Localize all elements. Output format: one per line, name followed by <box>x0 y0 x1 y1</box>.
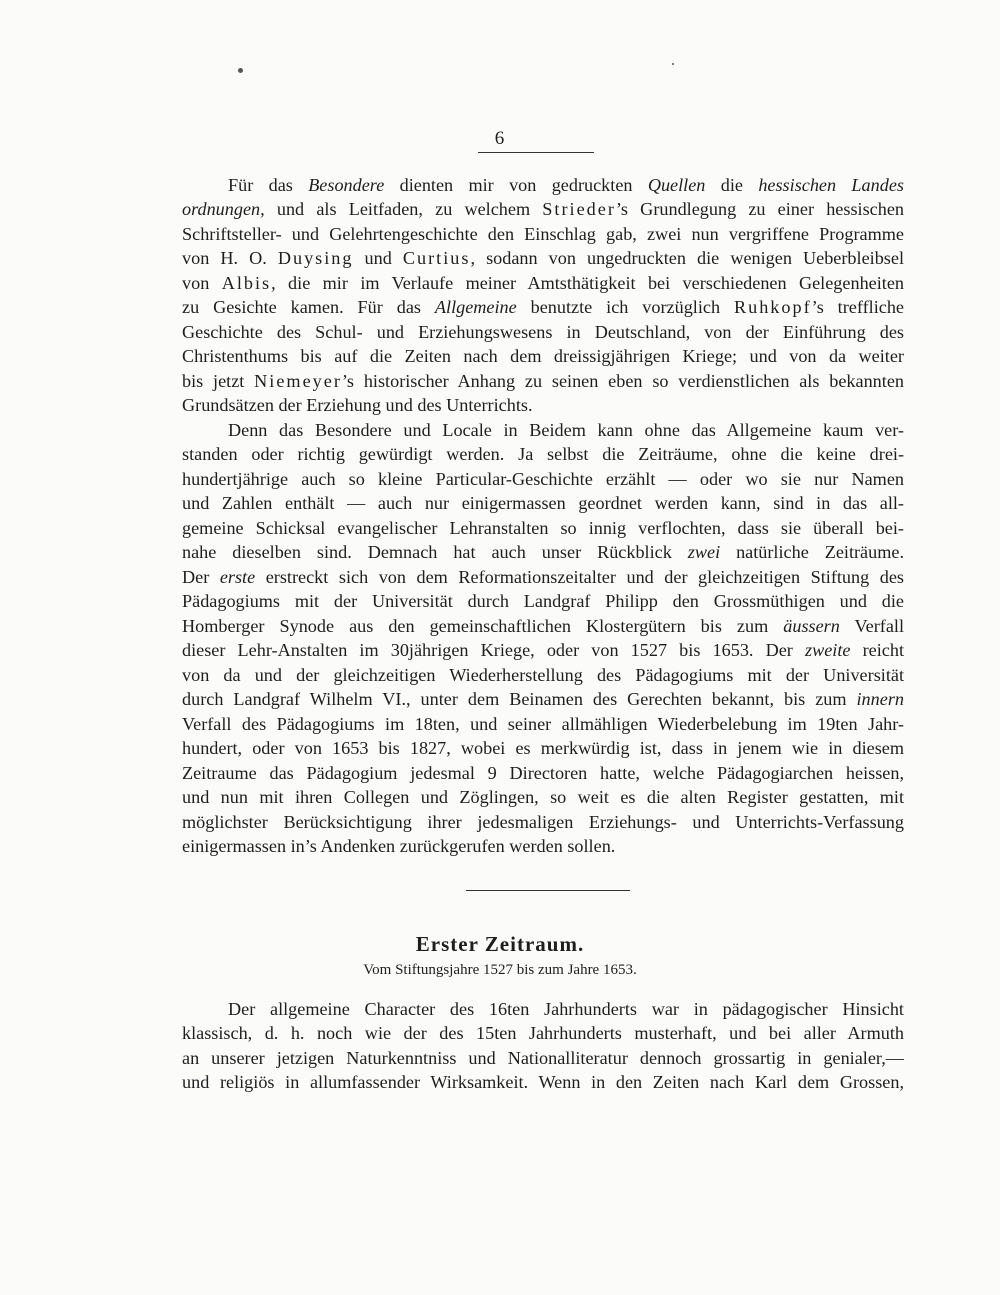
text-run: natürliche Zeiträume. <box>720 542 904 563</box>
text-run: von H. O. <box>182 248 278 269</box>
text-run: Der <box>182 566 220 587</box>
ink-speck <box>672 63 674 65</box>
text-run: die <box>705 175 759 195</box>
text-line <box>182 1021 904 1045</box>
section-divider <box>466 890 630 891</box>
section-title: Erster Zeitraum. <box>415 932 585 956</box>
spaced-name: Ruhkopf <box>733 297 812 318</box>
text-run: nahe dieselben sind. Demnach hat auch unser Rückblick <box>182 542 688 563</box>
text-run: Verfall des Pädagogiums im 18ten, und seiner allmähligen Wiederbelebung im 19ten Jahr- <box>182 713 904 734</box>
text-line <box>182 663 904 687</box>
text-line <box>182 614 904 638</box>
italic-term: Quellen <box>647 175 706 195</box>
text-run: hundertjährige auch so kleine Particular-Geschichte erzählt — oder wo sie nur Namen <box>182 468 904 489</box>
text-run: Für das <box>228 175 309 195</box>
text-run: möglichster Berücksichtigung ihrer jedesmaligen Erziehungs- und Unterrichts-Verfassung <box>182 811 904 832</box>
text-run: standen oder richtig gewürdigt werden. Ja selbst die Zeiträume, ohne die keine drei- <box>182 444 904 465</box>
text-line <box>228 997 904 1021</box>
text-run: hundert, oder von 1653 bis 1827, wobei es merkwürdig ist, dass in jenem wie in diesem <box>182 738 904 759</box>
text-run: ’s Grundlegung zu einer hessischen <box>615 199 904 220</box>
text-run: Verfall <box>839 615 905 636</box>
text-line <box>182 1070 904 1094</box>
text-line <box>182 736 904 760</box>
italic-term: Besondere <box>308 175 385 195</box>
text-line <box>182 369 904 393</box>
italic-term: erste <box>219 566 256 587</box>
italic-term: zwei <box>687 542 721 563</box>
spaced-name: Strieder <box>542 199 616 220</box>
text-run: und nun mit ihren Collegen und Zöglingen, so weit es die alten Register gestatten, mit <box>182 787 904 808</box>
text-line <box>228 418 904 442</box>
text-line <box>182 761 904 785</box>
text-line <box>182 246 904 270</box>
text-line <box>182 589 904 613</box>
text-run: erstreckt sich von dem Reformationszeitalter und der gleichzeitigen Stiftung des <box>255 566 904 587</box>
text-run: einigermassen in’s Andenken zurückgerufen werden sollen. <box>182 835 616 856</box>
text-line <box>182 222 904 246</box>
text-run: Denn das Besondere und Locale in Beidem kann ohne das Allgemeine kaum ver- <box>228 420 904 440</box>
text-line <box>182 442 904 466</box>
text-run: von <box>182 272 222 293</box>
section-subtitle: Vom Stiftungsjahre 1527 bis zum Jahre 1653. <box>363 962 637 978</box>
text-run: benutzte ich vorzüglich <box>516 297 734 318</box>
text-run: Christenthums bis auf die Zeiten nach dem dreissigjährigen Kriege; und von da weiter <box>182 346 904 367</box>
text-run: Schriftsteller- und Gelehrtengeschichte den Einschlag gab, zwei nun vergriffene Programme <box>182 223 904 244</box>
text-line <box>182 467 904 491</box>
spaced-name: Albis <box>221 272 272 293</box>
text-run: durch Landgraf Wilhelm VI., unter dem Beinamen des Gerechten bekannt, bis zum <box>182 689 857 710</box>
text-run: Der allgemeine Character des 16ten Jahrhunderts war in pädagogischer Hinsicht <box>228 999 904 1019</box>
text-line <box>182 491 904 515</box>
text-run: ’s historischer Anhang zu seinen eben so verdienstlichen als bekannten <box>341 370 904 391</box>
text-run: zu Gesichte kamen. Für das <box>182 297 435 318</box>
page-number: 6 <box>494 128 506 149</box>
italic-term: ordnungen, <box>182 199 265 220</box>
italic-term: hessischen Landes <box>758 175 904 195</box>
ink-speck <box>238 68 243 73</box>
text-line <box>182 810 904 834</box>
text-run: reicht <box>850 640 905 661</box>
text-line <box>182 344 904 368</box>
text-run: an unserer jetzigen Naturkenntniss und Nationalliteratur dennoch grossartig in genialer,— <box>182 1047 904 1068</box>
text-run: dienten mir von gedruckten <box>384 175 648 195</box>
text-line <box>182 393 904 417</box>
text-line <box>182 320 904 344</box>
text-line <box>182 638 904 662</box>
italic-term: äussern <box>783 615 840 636</box>
text-run: Homberger Synode aus den gemeinschaftlichen Klostergütern bis zum <box>182 615 784 636</box>
text-line <box>182 295 904 319</box>
text-line <box>182 1046 904 1070</box>
italic-term: zweite <box>805 640 851 661</box>
spaced-name: Curtius <box>402 248 471 269</box>
text-run: und Zahlen enthält — auch nur einigermassen geordnet werden kann, sind in das all- <box>182 493 904 514</box>
text-run: und <box>353 248 403 269</box>
text-run: und religiös in allumfassender Wirksamkeit. Wenn in den Zeiten nach Karl dem Grossen, <box>182 1071 904 1092</box>
text-run: ’s treffliche <box>811 297 904 318</box>
italic-term: Allgemeine <box>434 297 517 318</box>
text-run: gemeine Schicksal evangelischer Lehranstalten so innig verflochten, dass sie überall bei- <box>182 517 904 538</box>
page-number-rule <box>478 152 594 153</box>
italic-term: innern <box>856 689 904 710</box>
spaced-name: Niemeyer <box>254 370 342 391</box>
text-run: Zeitraume das Pädagogium jedesmal 9 Directoren hatte, welche Pädagogiarchen heissen, <box>182 762 904 783</box>
text-run: und als Leitfaden, zu welchem <box>264 199 543 220</box>
text-line <box>182 540 904 564</box>
text-run: Pädagogiums mit der Universität durch Landgraf Philipp den Grossmüthigen und die <box>182 591 904 612</box>
text-line <box>182 834 904 858</box>
text-line <box>182 516 904 540</box>
text-run: dieser Lehr-Anstalten im 30jährigen Kriege, oder von 1527 bis 1653. Der <box>182 640 805 661</box>
text-line <box>228 173 904 197</box>
text-run: , sodann von ungedruckten die wenigen Ueberbleibsel <box>470 248 904 269</box>
text-line <box>182 687 904 711</box>
text-line <box>182 565 904 589</box>
text-run: bis jetzt <box>182 370 255 391</box>
text-line <box>182 712 904 736</box>
spaced-name: Duysing <box>277 248 354 269</box>
text-line <box>182 785 904 809</box>
text-line <box>182 271 904 295</box>
text-run: klassisch, d. h. noch wie der des 15ten Jahrhunderts musterhaft, und bei aller Armuth <box>182 1023 904 1044</box>
text-run: , die mir im Verlaufe meiner Amtsthätigkeit bei verschiedenen Gelegenheiten <box>271 272 905 293</box>
text-run: von da und der gleichzeitigen Wiederherstellung des Pädagogiums mit der Universität <box>182 664 904 685</box>
text-line <box>182 197 904 221</box>
text-run: Geschichte des Schul- und Erziehungswesens in Deutschland, von der Einführung des <box>182 321 904 342</box>
text-run: Grundsätzen der Erziehung und des Unterrichts. <box>182 395 533 416</box>
